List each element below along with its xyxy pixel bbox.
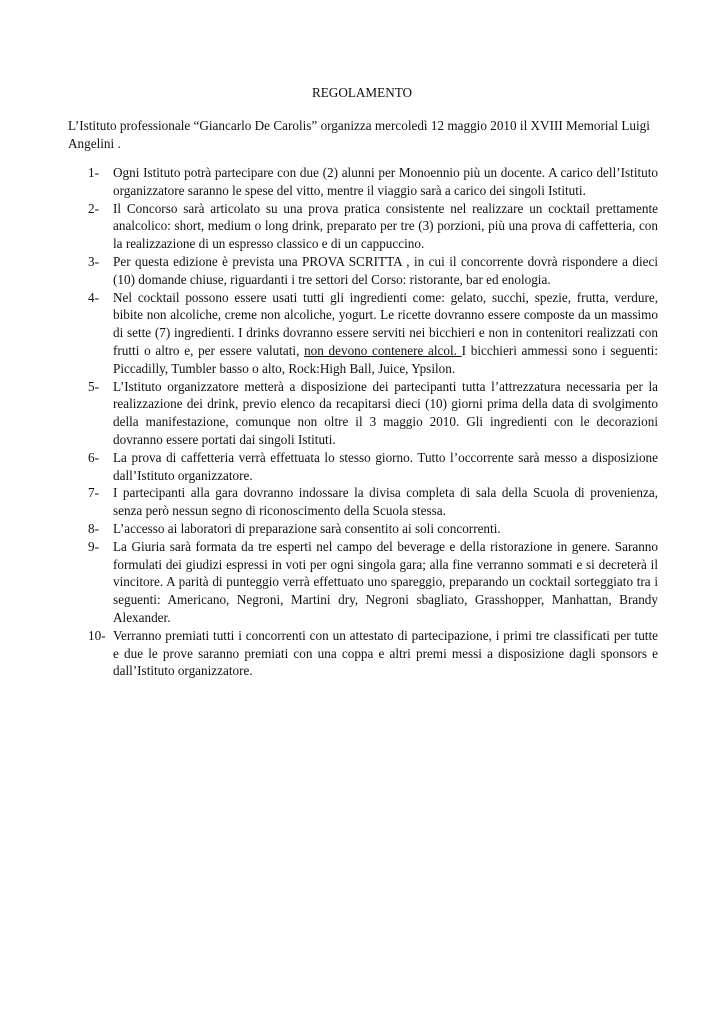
rule-text: Verranno premiati tutti i concorrenti con un attestato di partecipazione, i primi tre classificati per tutte e due le prove saranno premiati con una coppa e altri premi messi a disposizione dagli sponsors e dall’Istituto organizzatore. [113,627,658,679]
rule-item-9 [88,538,658,627]
rule-item-4 [88,289,658,378]
rule-item-2 [88,200,658,253]
rule-text: Ogni Istituto potrà partecipare con due (2) alunni per Monoennio più un docente. A carico dell’Istituto organizzatore saranno le spese del vitto, mentre il viaggio sarà a carico dei singoli Istituti. [113,165,658,198]
rule-text: Il Concorso sarà articolato su una prova pratica consistente nel realizzare un cocktail prettamente analcolico: short, medium o long drink, preparato per tre (3) porzioni, più una prova di caffetteria, con la realizzazione di un espresso classico e di un cappuccino. [113,200,658,252]
rule-number: 8- [88,520,99,536]
rule-item-10 [88,627,658,680]
rule-text-part: Nel cocktail possono essere usati tutti gli ingredienti come: gelato, succhi, spezie, frutta, verdure, bibite non alcoliche, creme non alcoliche, yogurt. Le ricette dovranno essere composte da un massimo di sette (7) ingredienti. I drinks dovranno essere serviti nei bicchieri e non in contenitori realizzati con frutti o altro e, per essere valutati, [113,289,658,358]
rule-number: 1- [88,165,99,180]
rule-number: 6- [88,449,99,465]
rule-item-3 [88,253,658,289]
rule-text: La Giuria sarà formata da tre esperti nel campo del beverage e della ristorazione in genere. Saranno formulati dei giudizi espressi in voti per ogni singola gara; alla fine verranno sommati e si decreterà il vincitore. A parità di punteggio verrà effettuato uno spareggio, preparando un cocktail sorteggiato tra i seguenti: Americano, Negroni, Martini dry, Negroni sbagliato, Grasshopper, Manhattan, Brandy Alexander. [113,538,658,625]
rule-number: 2- [88,200,99,216]
rule-text: L’Istituto organizzatore metterà a disposizione dei partecipanti tutta l’attrezzatura necessaria per la realizzazione dei drink, previo elenco da recapitarsi dieci (10) giorni prima della data di svolgimento della manifestazione, comunque non oltre il 3 maggio 2010. Gli ingredienti con le decorazioni dovranno essere portati dai singoli Istituti. [113,378,658,447]
document-title: REGOLAMENTO [311,85,413,100]
rule-item-1 [88,164,658,200]
rule-number: 9- [88,538,99,554]
rule-text: La prova di caffetteria verrà effettuata lo stesso giorno. Tutto l’occorrente sarà messo a disposizione dall’Istituto organizzatore. [113,449,658,483]
rule-number: 10- [88,627,106,643]
rule-number: 5- [88,378,99,394]
rule-text: I partecipanti alla gara dovranno indossare la divisa completa di sala della Scuola di provenienza, senza però nessun segno di riconoscimento della Scuola stessa. [113,485,658,519]
intro-paragraph: L’Istituto professionale “Giancarlo De Carolis” organizza mercoledì 12 maggio 2010 il XVIII Memorial Luigi Angelini . [68,118,650,151]
rule-number: 4- [88,289,99,305]
rule-item-6 [88,449,658,485]
rule-text: L’accesso ai laboratori di preparazione sarà consentito ai soli concorrenti. [113,520,501,536]
rule-item-8 [88,520,658,538]
rule-item-7 [88,484,658,520]
rule-number: 7- [88,485,99,501]
rule-text-part: I bicchieri ammessi sono i seguenti: Piccadilly, Tumbler basso o alto, Rock:High Ball, Juice, Ypsilon. [113,342,658,376]
underlined-text: non devono contenere alcol. [304,342,462,358]
rule-item-5 [88,378,658,449]
rules-list [88,164,658,680]
rule-number: 3- [88,253,99,269]
rule-text [113,289,658,378]
rule-text: Per questa edizione è prevista una PROVA SCRITTA , in cui il concorrente dovrà rispondere a dieci (10) domande chiuse, riguardanti i tre settori del Corso: ristorante, bar ed enologia. [113,253,658,287]
